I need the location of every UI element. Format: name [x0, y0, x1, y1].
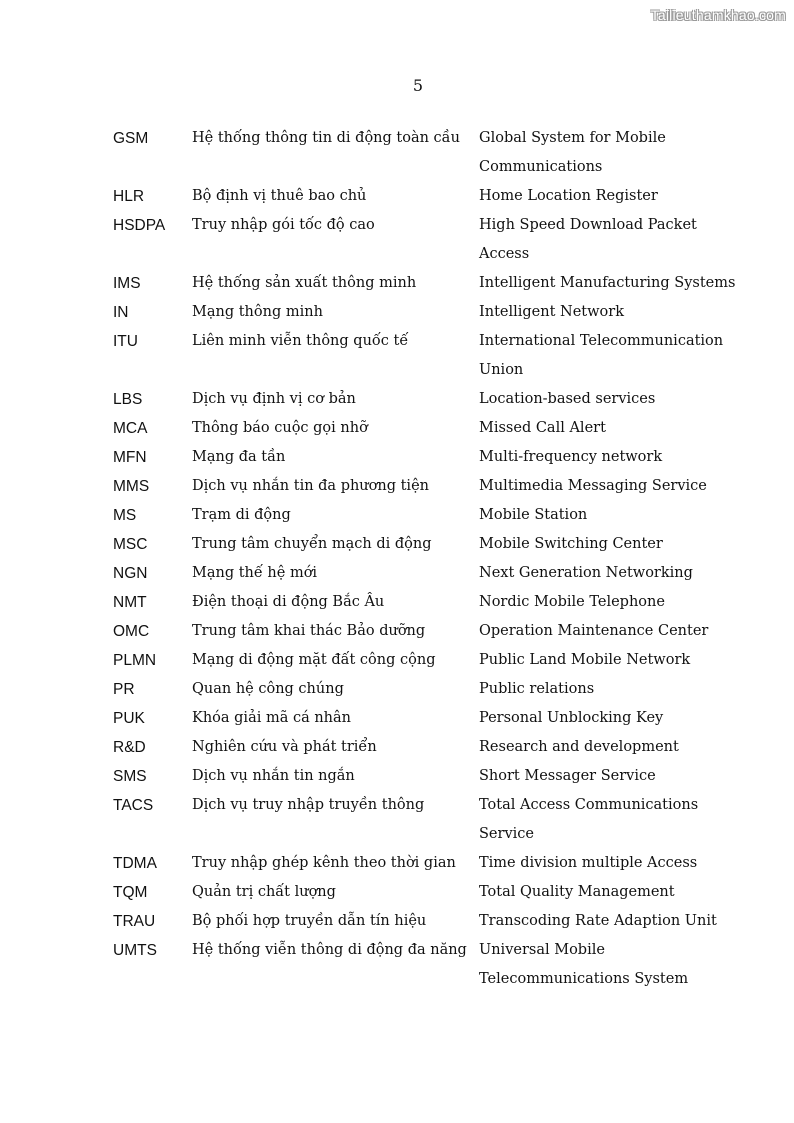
english-meaning: Mobile Switching Center [479, 536, 663, 552]
abbreviation-term: IMS [113, 275, 141, 292]
abbreviation-row [113, 791, 753, 849]
abbreviation-term: IN [113, 304, 129, 321]
vietnamese-meaning: Truy nhập gói tốc độ cao [192, 217, 375, 233]
abbreviation-row [113, 414, 753, 443]
abbreviation-term: GSM [113, 130, 149, 147]
abbreviation-term: UMTS [113, 942, 157, 959]
abbreviation-term: ITU [113, 333, 138, 350]
abbreviation-row [113, 704, 753, 733]
vietnamese-meaning: Thông báo cuộc gọi nhỡ [192, 420, 368, 436]
vietnamese-meaning: Hệ thống sản xuất thông minh [192, 275, 417, 291]
english-meaning: Missed Call Alert [479, 420, 606, 436]
abbreviation-term: OMC [113, 623, 150, 640]
english-meaning: High Speed Download Packet Access [479, 217, 697, 262]
vietnamese-meaning: Bộ định vị thuê bao chủ [192, 188, 367, 204]
abbreviation-row [113, 211, 753, 269]
english-meaning: Home Location Register [479, 188, 658, 204]
abbreviation-row [113, 298, 753, 327]
english-meaning: Personal Unblocking Key [479, 710, 664, 726]
vietnamese-meaning: Điện thoại di động Bắc Âu [192, 594, 385, 610]
english-meaning: Global System for Mobile Communications [479, 130, 666, 175]
abbreviation-row [113, 907, 753, 936]
english-meaning: Mobile Station [479, 507, 588, 523]
abbreviation-term: MMS [113, 478, 150, 495]
vietnamese-meaning: Dịch vụ nhắn tin ngắn [192, 768, 355, 784]
abbreviation-term: NMT [113, 594, 147, 611]
vietnamese-meaning: Quản trị chất lượng [192, 884, 336, 900]
vietnamese-meaning: Khóa giải mã cá nhân [192, 710, 352, 726]
english-meaning: Time division multiple Access [479, 855, 698, 871]
page-number: 5 [412, 76, 424, 95]
abbreviation-row [113, 762, 753, 791]
english-meaning: Total Access Communications Service [479, 797, 699, 842]
abbreviation-row [113, 501, 753, 530]
abbreviation-row [113, 675, 753, 704]
abbreviation-term: TRAU [113, 913, 156, 930]
vietnamese-meaning: Trạm di động [192, 507, 291, 523]
vietnamese-meaning: Trung tâm chuyển mạch di động [192, 536, 432, 552]
abbreviation-row [113, 443, 753, 472]
abbreviation-term: TACS [113, 797, 154, 814]
abbreviation-row [113, 182, 753, 211]
vietnamese-meaning: Trung tâm khai thác Bảo dưỡng [192, 623, 426, 639]
abbreviation-term: HLR [113, 188, 145, 205]
vietnamese-meaning: Quan hệ công chúng [192, 681, 344, 697]
abbreviation-row [113, 327, 753, 385]
abbreviation-term: TDMA [113, 855, 157, 872]
abbreviation-row [113, 878, 753, 907]
vietnamese-meaning: Hệ thống thông tin di động toàn cầu [192, 130, 460, 146]
abbreviation-row [113, 472, 753, 501]
vietnamese-meaning: Dịch vụ định vị cơ bản [192, 391, 356, 407]
english-meaning: Public relations [479, 681, 595, 697]
english-meaning: Multimedia Messaging Service [479, 478, 707, 494]
abbreviation-term: MCA [113, 420, 148, 437]
abbreviation-list [113, 124, 753, 994]
abbreviation-term: PLMN [113, 652, 157, 669]
english-meaning: Universal Mobile Telecommunications System [479, 942, 689, 987]
vietnamese-meaning: Truy nhập ghép kênh theo thời gian [192, 855, 456, 871]
vietnamese-meaning: Mạng thông minh [192, 304, 323, 320]
abbreviation-term: PUK [113, 710, 145, 727]
abbreviation-row [113, 936, 753, 994]
english-meaning: Research and development [479, 739, 679, 755]
abbreviation-row [113, 269, 753, 298]
english-meaning: Public Land Mobile Network [479, 652, 691, 668]
abbreviation-row [113, 559, 753, 588]
abbreviation-term: HSDPA [113, 217, 166, 234]
watermark: Tailieuthamkhao.com [650, 7, 786, 23]
abbreviation-row [113, 124, 753, 182]
abbreviation-row [113, 530, 753, 559]
abbreviation-row [113, 588, 753, 617]
english-meaning: International Telecommunication Union [479, 333, 724, 378]
abbreviation-row [113, 385, 753, 414]
english-meaning: Short Messager Service [479, 768, 656, 784]
english-meaning: Intelligent Network [479, 304, 624, 320]
vietnamese-meaning: Mạng đa tần [192, 449, 286, 465]
abbreviation-term: MSC [113, 536, 148, 553]
vietnamese-meaning: Hệ thống viễn thông di động đa năng [192, 942, 467, 958]
vietnamese-meaning: Mạng di động mặt đất công cộng [192, 652, 436, 668]
abbreviation-row [113, 646, 753, 675]
abbreviation-term: MFN [113, 449, 147, 466]
english-meaning: Location-based services [479, 391, 656, 407]
english-meaning: Nordic Mobile Telephone [479, 594, 665, 610]
abbreviation-term: PR [113, 681, 135, 698]
english-meaning: Transcoding Rate Adaption Unit [479, 913, 717, 929]
vietnamese-meaning: Dịch vụ nhắn tin đa phương tiện [192, 478, 429, 494]
english-meaning: Multi-frequency network [479, 449, 663, 465]
english-meaning: Intelligent Manufacturing Systems [479, 275, 736, 291]
english-meaning: Total Quality Management [479, 884, 675, 900]
english-meaning: Operation Maintenance Center [479, 623, 709, 639]
abbreviation-term: TQM [113, 884, 148, 901]
vietnamese-meaning: Liên minh viễn thông quốc tế [192, 333, 409, 349]
abbreviation-term: LBS [113, 391, 143, 408]
abbreviation-term: NGN [113, 565, 148, 582]
english-meaning: Next Generation Networking [479, 565, 693, 581]
abbreviation-row [113, 733, 753, 762]
abbreviation-term: MS [113, 507, 137, 524]
abbreviation-row [113, 617, 753, 646]
abbreviation-row [113, 849, 753, 878]
abbreviation-term: SMS [113, 768, 147, 785]
vietnamese-meaning: Dịch vụ truy nhập truyền thông [192, 797, 425, 813]
vietnamese-meaning: Bộ phối hợp truyền dẫn tín hiệu [192, 913, 427, 929]
abbreviation-term: R&D [113, 739, 146, 756]
vietnamese-meaning: Nghiên cứu và phát triển [192, 739, 377, 755]
vietnamese-meaning: Mạng thế hệ mới [192, 565, 318, 581]
